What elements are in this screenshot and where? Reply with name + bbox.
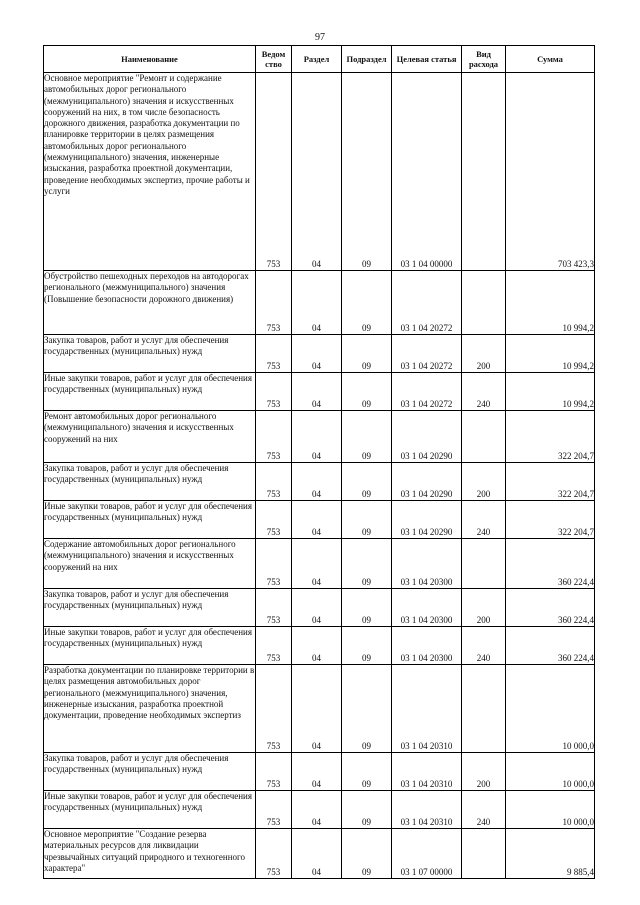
row-kind [462,411,506,463]
row-kind: 200 [462,589,506,627]
table-row [44,627,595,665]
row-name [44,665,256,753]
row-kind [462,271,506,335]
row-kind: 200 [462,335,506,373]
row-sum: 703 423,3 [506,73,595,271]
table-row [44,463,595,501]
row-kind [462,829,506,879]
row-section: 04 [292,335,342,373]
row-name-text: Основное мероприятие "Ремонт и содержание автомобильных дорог регионального (межмуниципального) значения и искусственных сооружений на них, в том числе безопасность дорожного движения, разработка документации по планировке территории в целях размещения автомобильных дорог регионального (межмуниципального) значения, инженерные изыскания, разработка проектной документации, проведение необходимых экспертиз, прочие работы и услуги [44,73,250,196]
row-subsection: 09 [342,665,392,753]
row-target: 03 1 04 20290 [392,501,462,539]
row-kind: 240 [462,791,506,829]
header-kind: Вид расхода [462,46,506,73]
row-name [44,829,256,879]
row-name [44,463,256,501]
row-name [44,791,256,829]
table-row [44,271,595,335]
row-sum: 360 224,4 [506,627,595,665]
row-name-text: Содержание автомобильных дорог регионального (межмуниципального) значения и искусственных сооружений на них [44,539,236,572]
row-sum: 10 994,2 [506,373,595,411]
header-subsection: Подраздел [342,46,392,73]
row-target: 03 1 04 20272 [392,335,462,373]
row-section: 04 [292,373,342,411]
table-row [44,335,595,373]
row-section: 04 [292,539,342,589]
row-name-text: Закупка товаров, работ и услуг для обеспечения государственных (муниципальных) нужд [44,335,229,357]
row-target: 03 1 04 00000 [392,73,462,271]
row-sum: 360 224,4 [506,539,595,589]
row-name-text: Ремонт автомобильных дорог регионального (межмуниципального) значения и искусственных сооружений на них [44,411,234,444]
header-dept: Ведом ство [256,46,292,73]
row-subsection: 09 [342,627,392,665]
table-row [44,791,595,829]
budget-table [43,45,595,879]
row-target: 03 1 07 00000 [392,829,462,879]
row-sum: 10 994,2 [506,271,595,335]
table-row [44,373,595,411]
table-row [44,539,595,589]
row-sum: 10 000,0 [506,753,595,791]
row-section: 04 [292,753,342,791]
row-subsection: 09 [342,411,392,463]
row-section: 04 [292,463,342,501]
row-section: 04 [292,73,342,271]
row-target: 03 1 04 20310 [392,753,462,791]
row-name [44,411,256,463]
row-sum: 322 204,7 [506,463,595,501]
row-name [44,539,256,589]
row-subsection: 09 [342,501,392,539]
row-sum: 322 204,7 [506,501,595,539]
row-dept: 753 [256,373,292,411]
row-name [44,73,256,271]
row-dept: 753 [256,463,292,501]
row-subsection: 09 [342,791,392,829]
row-name [44,373,256,411]
row-section: 04 [292,501,342,539]
row-sum: 10 000,0 [506,791,595,829]
row-dept: 753 [256,791,292,829]
row-subsection: 09 [342,271,392,335]
row-section: 04 [292,627,342,665]
row-dept: 753 [256,753,292,791]
row-subsection: 09 [342,373,392,411]
row-subsection: 09 [342,73,392,271]
row-dept: 753 [256,539,292,589]
row-kind: 240 [462,373,506,411]
row-target: 03 1 04 20310 [392,791,462,829]
row-name [44,335,256,373]
row-name-text: Иные закупки товаров, работ и услуг для обеспечения государственных (муниципальных) нужд [44,791,252,813]
row-name-text: Иные закупки товаров, работ и услуг для обеспечения государственных (муниципальных) нужд [44,501,252,523]
header-name: Наименование [44,46,256,73]
row-name [44,627,256,665]
row-section: 04 [292,665,342,753]
row-sum: 322 204,7 [506,411,595,463]
row-subsection: 09 [342,539,392,589]
header-section: Раздел [292,46,342,73]
row-name-text: Закупка товаров, работ и услуг для обеспечения государственных (муниципальных) нужд [44,589,229,611]
row-kind [462,539,506,589]
header-sum: Сумма [506,46,595,73]
row-name [44,501,256,539]
table-row [44,665,595,753]
row-section: 04 [292,271,342,335]
row-subsection: 09 [342,589,392,627]
table-row [44,73,595,271]
table-body [44,73,595,879]
table-header-row [44,46,595,73]
row-subsection: 09 [342,463,392,501]
row-dept: 753 [256,829,292,879]
row-name [44,589,256,627]
row-target: 03 1 04 20310 [392,665,462,753]
table-row [44,589,595,627]
row-kind: 240 [462,627,506,665]
row-name [44,271,256,335]
row-dept: 753 [256,627,292,665]
row-name-text: Закупка товаров, работ и услуг для обеспечения государственных (муниципальных) нужд [44,753,229,775]
row-sum: 10 000,0 [506,665,595,753]
row-target: 03 1 04 20300 [392,539,462,589]
row-sum: 10 994,2 [506,335,595,373]
row-section: 04 [292,411,342,463]
table-row [44,411,595,463]
row-sum: 360 224,4 [506,589,595,627]
row-name-text: Иные закупки товаров, работ и услуг для обеспечения государственных (муниципальных) нужд [44,373,252,395]
row-kind: 200 [462,463,506,501]
table-row [44,829,595,879]
row-sum: 9 885,4 [506,829,595,879]
row-section: 04 [292,791,342,829]
table-row [44,753,595,791]
table-row [44,501,595,539]
row-target: 03 1 04 20300 [392,627,462,665]
row-kind: 200 [462,753,506,791]
row-dept: 753 [256,73,292,271]
row-section: 04 [292,829,342,879]
row-section: 04 [292,589,342,627]
row-target: 03 1 04 20300 [392,589,462,627]
row-name-text: Закупка товаров, работ и услуг для обеспечения государственных (муниципальных) нужд [44,463,229,485]
header-target: Целевая статья [392,46,462,73]
row-subsection: 09 [342,753,392,791]
row-subsection: 09 [342,829,392,879]
row-target: 03 1 04 20290 [392,411,462,463]
row-kind [462,665,506,753]
row-target: 03 1 04 20272 [392,271,462,335]
row-dept: 753 [256,335,292,373]
page-number: 97 [315,32,325,43]
row-target: 03 1 04 20272 [392,373,462,411]
row-dept: 753 [256,589,292,627]
row-dept: 753 [256,501,292,539]
row-dept: 753 [256,271,292,335]
row-target: 03 1 04 20290 [392,463,462,501]
row-dept: 753 [256,411,292,463]
row-subsection: 09 [342,335,392,373]
row-kind: 240 [462,501,506,539]
row-name [44,753,256,791]
row-name-text: Разработка документации по планировке территории в целях размещения автомобильных дорог регионального (межмуниципального) значения, инженерные изыскания, разработка проектной документации, проведение необходимых экспертиз [44,665,255,721]
row-dept: 753 [256,665,292,753]
row-name-text: Иные закупки товаров, работ и услуг для обеспечения государственных (муниципальных) нужд [44,627,252,649]
row-name-text: Основное мероприятие "Создание резерва материальных ресурсов для ликвидации чрезвычайных ситуаций природного и техногенного характера" [44,829,245,873]
row-name-text: Обустройство пешеходных переходов на автодорогах регионального (межмуниципального) значения (Повышение безопасности дорожного движения) [44,271,249,304]
row-kind [462,73,506,271]
